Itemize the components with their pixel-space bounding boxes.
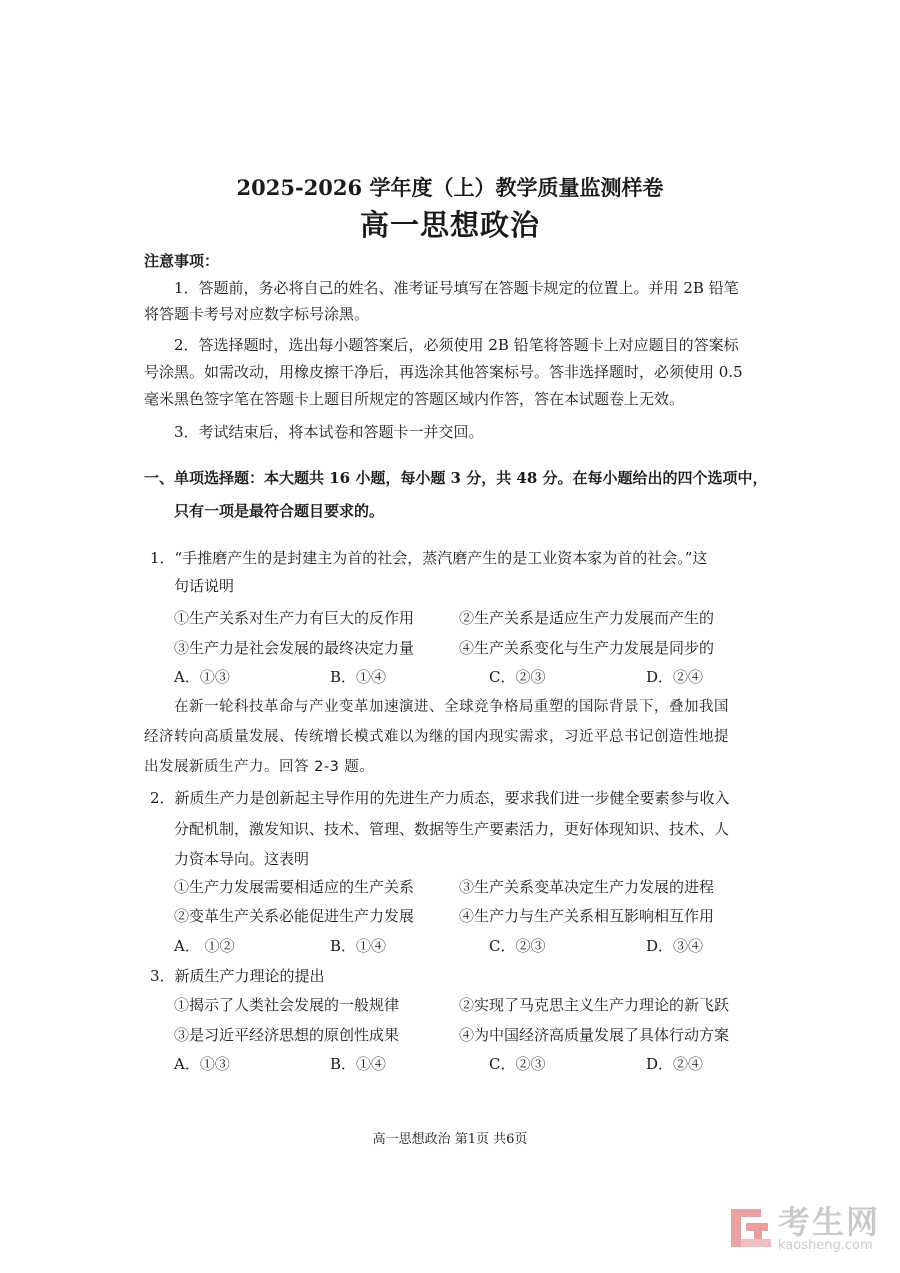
q2-option-a[interactable]: A． ①② (174, 937, 235, 955)
q2-stem-line-3: 力资本导向。这表明 (174, 850, 310, 868)
q1-option-d[interactable]: D．②④ (646, 668, 704, 686)
q3-option-d[interactable]: D．②④ (646, 1055, 704, 1073)
q1-statement-2: ②生产关系是适应生产力发展而产生的 (459, 609, 715, 627)
q3-stem: 3．新质生产力理论的提出 (150, 967, 325, 985)
page-footer: 高一思想政治 第1页 共6页 (372, 1132, 528, 1147)
q1-option-b[interactable]: B．①④ (330, 668, 387, 686)
q3-statement-4: ④为中国经济高质量发展了具体行动方案 (459, 1026, 730, 1044)
watermark (728, 1203, 880, 1255)
q2-statement-4: ④生产力与生产关系相互影响相互作用 (459, 907, 715, 925)
notice-item-2-line-2: 号涂黑。如需改动，用橡皮擦干净后，再选涂其他答案标号。答非选择题时，必须使用 0.5 (144, 363, 743, 381)
notice-item-3: 3．考试结束后，将本试卷和答题卡一并交回。 (174, 423, 484, 441)
q2-option-b[interactable]: B．①④ (330, 937, 387, 955)
material-line-2: 经济转向高质量发展、传统增长模式难以为继的国内现实需求，习近平总书记创造性地提 (144, 729, 729, 745)
q1-option-c[interactable]: C．②③ (489, 668, 546, 686)
watermark-name: 考生网 (777, 1203, 880, 1241)
q3-statement-1: ①揭示了人类社会发展的一般规律 (174, 996, 400, 1014)
notice-item-2-line-1: 2．答选择题时，选出每小题答案后，必须使用 2B 铅笔将答题卡上对应题目的答案标 (174, 336, 739, 354)
q3-statement-3: ③是习近平经济思想的原创性成果 (174, 1026, 400, 1044)
notice-item-2-line-3: 毫米黑色签字笔在答题卡上题目所规定的答题区域内作答，答在本试题卷上无效。 (144, 390, 685, 408)
exam-subject: 高一思想政治 (359, 208, 540, 242)
q3-option-a[interactable]: A．①③ (174, 1055, 230, 1073)
q2-stem-line-1: 2．新质生产力是创新起主导作用的先进生产力质态，要求我们进一步健全要素参与收入 (150, 789, 730, 807)
notice-heading: 注意事项： (144, 252, 220, 270)
q1-stem-line-1: 1．“手推磨产生的是封建主为首的社会，蒸汽磨产生的是工业资本家为首的社会。”这 (150, 549, 708, 567)
q1-stem-line-2: 句话说明 (174, 577, 235, 595)
q2-statement-2: ②变革生产关系必能促进生产力发展 (174, 907, 415, 925)
notice-item-1-line-1: 1．答题前，务必将自己的姓名、准考证号填写在答题卡规定的位置上。并用 2B 铅笔 (174, 279, 739, 297)
notice-item-1-line-2: 将答题卡考号对应数字标号涂黑。 (144, 305, 370, 323)
q2-option-c[interactable]: C．②③ (489, 937, 546, 955)
kaosheng-logo-icon (728, 1203, 772, 1255)
q3-option-b[interactable]: B．①④ (330, 1055, 387, 1073)
q2-statement-1: ①生产力发展需要相适应的生产关系 (174, 878, 415, 896)
q2-stem-line-2: 分配机制，激发知识、技术、管理、数据等生产要素活力，更好体现知识、技术、人 (174, 820, 730, 838)
q1-statement-3: ③生产力是社会发展的最终决定力量 (174, 639, 415, 657)
watermark-url: kaosheng.com (777, 1238, 873, 1253)
material-line-1: 在新一轮科技革命与产业变革加速演进、全球竞争格局重塑的国际背景下，叠加我国 (174, 699, 729, 715)
q3-option-c[interactable]: C．②③ (489, 1055, 546, 1073)
q1-option-a[interactable]: A．①③ (174, 668, 230, 686)
q2-option-d[interactable]: D．③④ (646, 937, 704, 955)
section-1-heading-line-2: 只有一项是最符合题目要求的。 (174, 502, 385, 520)
section-1-heading-line-1: 一、单项选择题：本大题共 16 小题，每小题 3 分，共 48 分。在每小题给出的四个选项中， (144, 469, 768, 487)
q1-statement-4: ④生产关系变化与生产力发展是同步的 (459, 639, 715, 657)
q2-statement-3: ③生产关系变革决定生产力发展的进程 (459, 878, 715, 896)
q3-statement-2: ②实现了马克思主义生产力理论的新飞跃 (459, 996, 730, 1014)
exam-title: 2025-2026 学年度（上）教学质量监测样卷 (236, 175, 664, 200)
q1-statement-1: ①生产关系对生产力有巨大的反作用 (174, 609, 415, 627)
material-line-3: 出发展新质生产力。回答 2-3 题。 (144, 759, 375, 775)
